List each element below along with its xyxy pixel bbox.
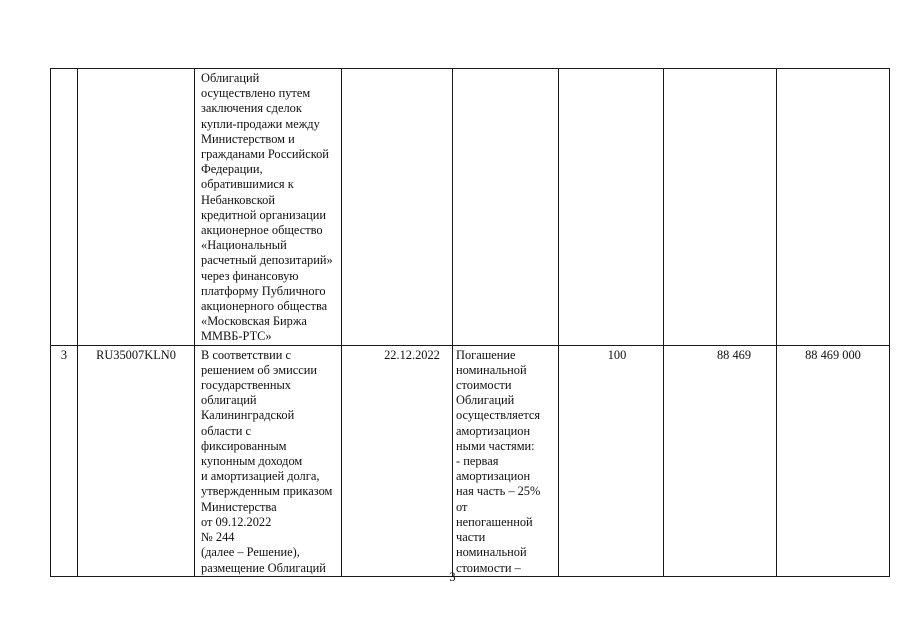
table-row <box>51 345 890 576</box>
amount-cell <box>777 69 890 346</box>
quantity-cell: 88 469 <box>664 345 777 576</box>
registration-code-cell <box>78 69 195 346</box>
date-cell <box>342 69 453 346</box>
page-number: 3 <box>449 570 456 584</box>
nominal-value-cell <box>559 69 664 346</box>
bonds-registry-table <box>50 68 890 577</box>
row-number-cell <box>51 69 78 346</box>
row-number-cell: 3 <box>51 345 78 576</box>
nominal-value-cell: 100 <box>559 345 664 576</box>
repayment-terms-cell: Погашение номинальной стоимости Облигаций осуществляется амортизацион ными частями: - первая амортизацион ная часть – 25% от непогашенной части номинальной стоимости – <box>453 345 559 576</box>
amount-cell: 88 469 000 <box>777 345 890 576</box>
description-cell: В соответствии с решением об эмиссии государственных облигаций Калининградской области с фиксированным купонным доходом и амортизацией долга, утвержденным приказом Министерства от 09.12.2022 № 244 (далее – Решение), размещение Облигаций <box>195 345 342 576</box>
registration-code-cell: RU35007KLN0 <box>78 345 195 576</box>
repayment-terms-cell <box>453 69 559 346</box>
date-cell: 22.12.2022 <box>342 345 453 576</box>
description-cell: Облигаций осуществлено путем заключения сделок купли-продажи между Министерством и гражданами Российской Федерации, обратившимися к Небанковской кредитной организации акционерное общество «Национальный расчетный депозитарий» через финансовую платформу Публичного акционерного общества «Московская Биржа ММВБ-РТС» <box>195 69 342 346</box>
quantity-cell <box>664 69 777 346</box>
table-row <box>51 69 890 346</box>
